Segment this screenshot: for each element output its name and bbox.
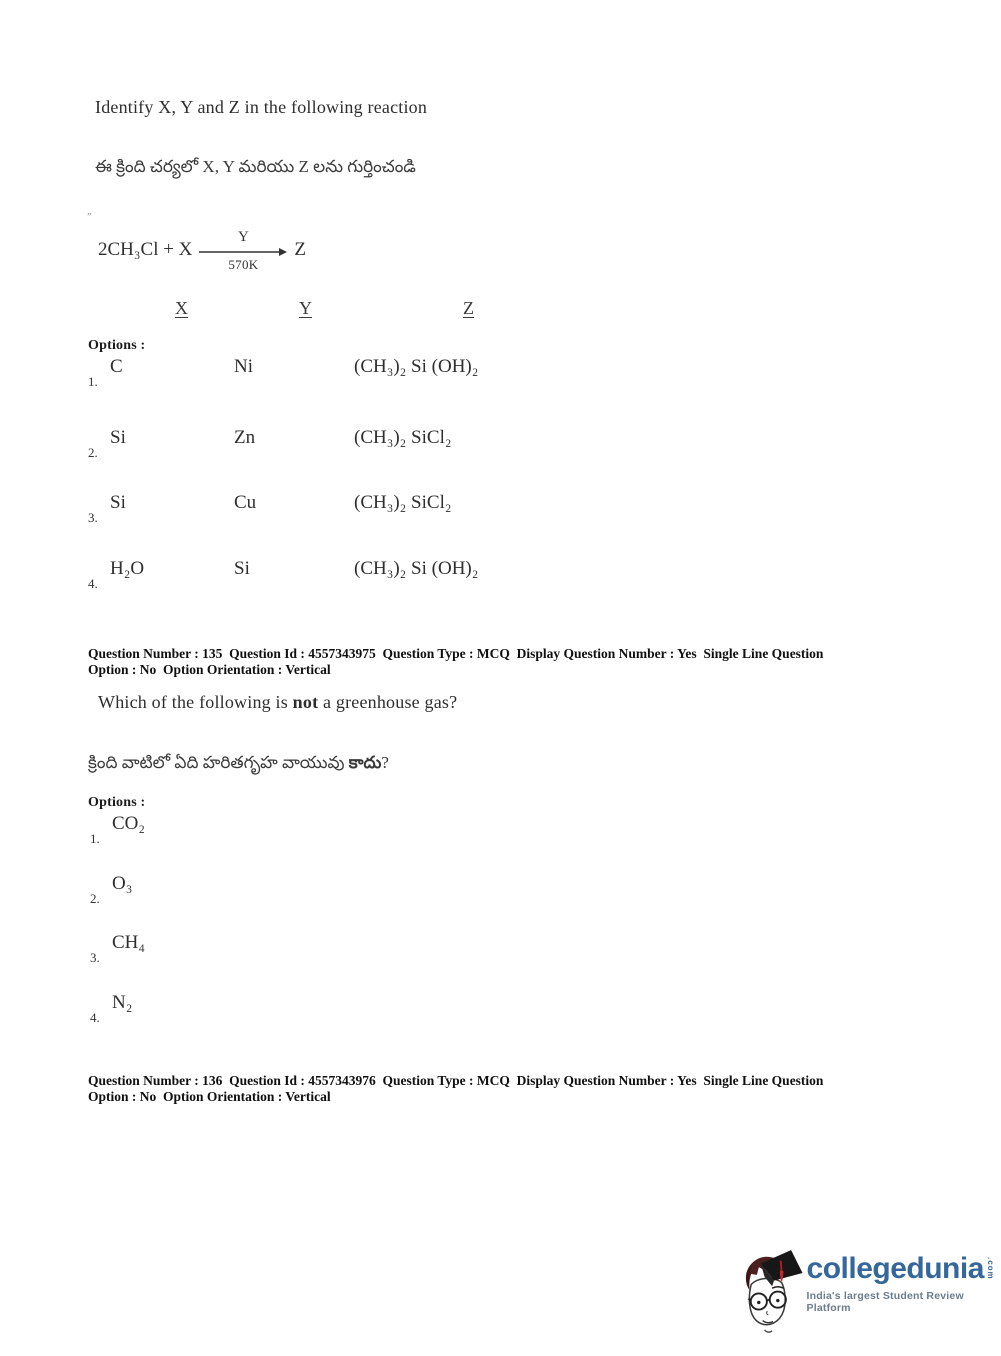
option-row-134-3 bbox=[88, 492, 452, 525]
option-formula: O₃ bbox=[112, 873, 133, 894]
option-z-value: (CH₃)₂ Si (OH)₂ bbox=[354, 558, 479, 579]
question-136-meta bbox=[88, 1073, 823, 1105]
reaction-arrow bbox=[199, 228, 287, 272]
meta-line: Option : No Option Orientation : Vertical bbox=[88, 1089, 331, 1105]
brand-tld: .com bbox=[985, 1257, 995, 1280]
option-row-134-4 bbox=[88, 558, 479, 591]
option-x-value: Si bbox=[110, 427, 126, 448]
option-y-value: Cu bbox=[234, 492, 257, 513]
right-arrow-icon bbox=[199, 247, 287, 257]
option-row-135-4 bbox=[90, 992, 133, 1025]
option-y-value: Ni bbox=[234, 356, 253, 377]
option-row-135-3 bbox=[90, 932, 146, 965]
option-formula: CH₄ bbox=[112, 932, 146, 953]
option-z-value: (CH₃)₂ Si (OH)₂ bbox=[354, 356, 479, 377]
column-header-x: X bbox=[175, 298, 188, 318]
question-text-part: a greenhouse gas? bbox=[318, 692, 458, 712]
question-text-emphasis: not bbox=[292, 692, 319, 712]
column-header-z: Z bbox=[463, 298, 474, 318]
options-label-135: Options : bbox=[88, 795, 146, 810]
reaction-arrow-below-label: 570K bbox=[228, 256, 259, 272]
options-label-134: Options : bbox=[88, 338, 146, 353]
collegedunia-logo bbox=[736, 1242, 1001, 1342]
option-z-value: (CH₃)₂ SiCl₂ bbox=[354, 427, 452, 448]
question-text-emphasis: కాదు bbox=[348, 753, 382, 772]
question-135-text-te bbox=[88, 753, 389, 777]
meta-line: Question Number : 136 Question Id : 4557343976 Question Type : MCQ Display Question Number : Yes Single Line Question bbox=[88, 1073, 824, 1088]
option-number: 2. bbox=[88, 445, 98, 460]
option-row-134-2 bbox=[88, 427, 452, 460]
option-number: 1. bbox=[90, 831, 100, 846]
reaction-rhs: Z bbox=[294, 239, 307, 261]
brand-name: collegedunia bbox=[806, 1252, 984, 1285]
option-number: 3. bbox=[90, 950, 100, 965]
brand-tagline: India's largest Student Review Platform bbox=[806, 1290, 964, 1314]
question-134-text-en: Identify X, Y and Z in the following reaction bbox=[95, 97, 428, 117]
question-135-meta bbox=[88, 646, 823, 678]
question-text-part: ? bbox=[381, 753, 389, 772]
option-number: 1. bbox=[88, 374, 98, 389]
option-z-value: (CH₃)₂ SiCl₂ bbox=[354, 492, 452, 513]
reaction-lhs: 2CH₃Cl + X bbox=[98, 239, 193, 261]
reaction-equation bbox=[98, 228, 306, 272]
option-row-135-1 bbox=[90, 813, 146, 846]
stray-mark: ” bbox=[87, 212, 92, 223]
option-x-value: Si bbox=[110, 492, 126, 513]
column-header-y: Y bbox=[299, 298, 312, 318]
meta-line: Question Number : 135 Question Id : 4557343975 Question Type : MCQ Display Question Number : Yes Single Line Question bbox=[88, 646, 824, 661]
graduate-mascot-icon bbox=[736, 1242, 803, 1342]
question-text-part: Which of the following is bbox=[98, 692, 293, 712]
option-row-135-2 bbox=[90, 873, 133, 906]
option-y-value: Zn bbox=[234, 427, 256, 448]
reaction-arrow-above-label: Y bbox=[237, 229, 249, 245]
option-row-134-1 bbox=[88, 356, 479, 389]
option-x-value: H₂O bbox=[110, 558, 145, 579]
option-y-value: Si bbox=[234, 558, 250, 579]
option-number: 4. bbox=[90, 1010, 100, 1025]
option-number: 3. bbox=[88, 510, 98, 525]
option-number: 2. bbox=[90, 891, 100, 906]
option-x-value: C bbox=[110, 356, 123, 377]
question-text-part: క్రింది వాటిలో ఏది హరితగృహ వాయువు bbox=[88, 753, 349, 772]
option-number: 4. bbox=[88, 576, 98, 591]
question-135-text-en bbox=[98, 692, 457, 713]
question-134-text-te: ఈ క్రింది చర్యలో X, Y మరియు Z లను గుర్తించండి bbox=[95, 157, 416, 176]
meta-line: Option : No Option Orientation : Vertical bbox=[88, 662, 331, 678]
option-formula: N₂ bbox=[112, 992, 133, 1013]
option-formula: CO₂ bbox=[112, 813, 146, 834]
